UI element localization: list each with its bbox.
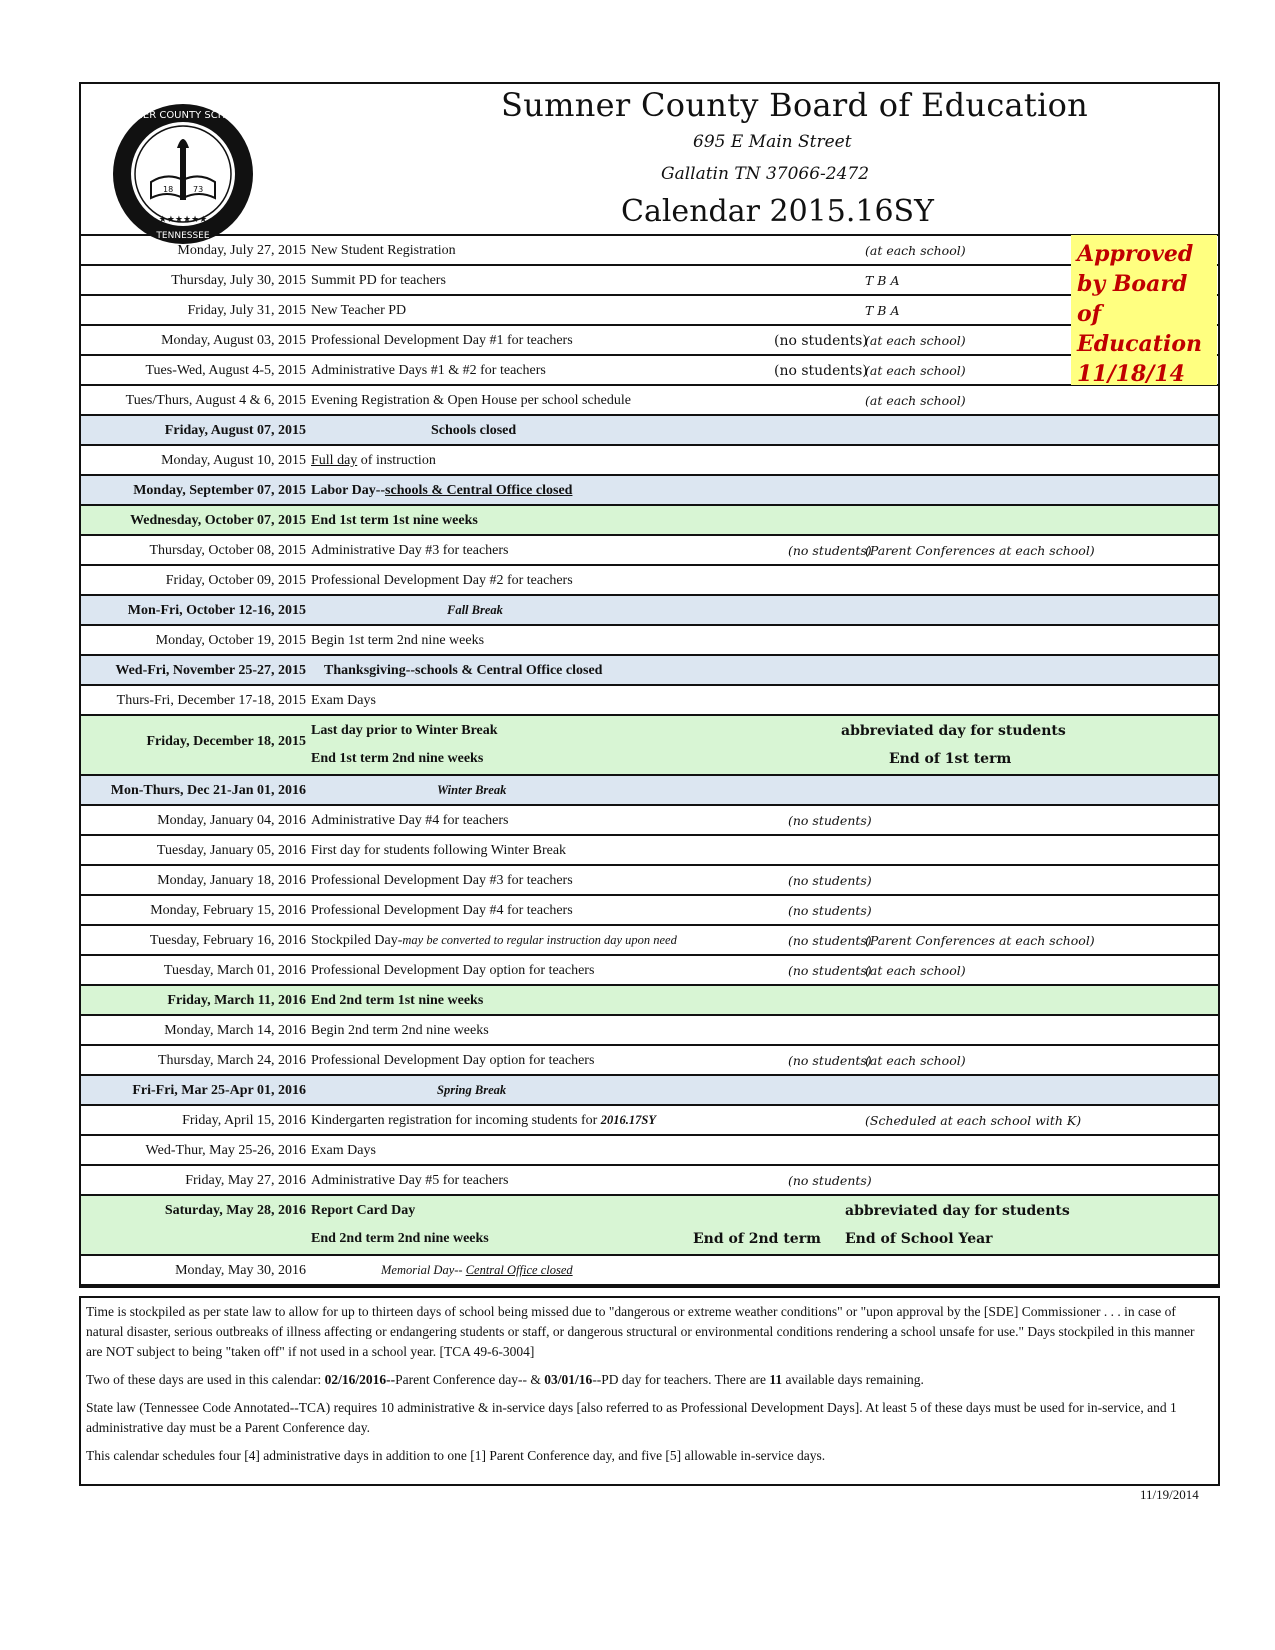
row-date: Tuesday, January 05, 2016 bbox=[156, 843, 306, 858]
calendar-row bbox=[81, 566, 1218, 596]
svg-text:73: 73 bbox=[193, 185, 204, 194]
row-desc: Evening Registration & Open House per school schedule bbox=[311, 393, 631, 408]
row-desc: Administrative Day #4 for teachers bbox=[311, 813, 509, 828]
row-desc: Exam Days bbox=[311, 1143, 376, 1158]
school-seal-logo bbox=[111, 102, 255, 246]
calendar-row bbox=[81, 296, 1218, 326]
row-note: abbreviated day for students bbox=[845, 1203, 1070, 1219]
row-note: (Parent Conferences at each school) bbox=[865, 933, 1095, 948]
state-law-note: State law (Tennessee Code Annotated--TCA) requires 10 administrative & in-service days [also referred to as Professional Development Days]. At least 5 of these days must be used for in-service, and 1 administrative day must be a Parent Conference day. bbox=[86, 1400, 1177, 1435]
row-date: Monday, January 04, 2016 bbox=[157, 813, 306, 828]
calendar-row bbox=[81, 506, 1218, 536]
row-desc: Spring Break bbox=[437, 1083, 507, 1097]
row-date: Monday, January 18, 2016 bbox=[157, 873, 306, 888]
calendar-row bbox=[81, 356, 1218, 386]
calendar-row bbox=[81, 446, 1218, 476]
row-desc: End 2nd term 1st nine weeks bbox=[311, 993, 484, 1008]
row-desc: Thanksgiving--schools & Central Office closed bbox=[324, 663, 603, 678]
calendar-row bbox=[81, 1136, 1218, 1166]
calendar-row bbox=[81, 866, 1218, 896]
row-date: Friday, May 27, 2016 bbox=[185, 1173, 306, 1188]
svg-text:★★★★★★: ★★★★★★ bbox=[158, 215, 208, 225]
calendar-frame bbox=[79, 82, 1220, 1288]
calendar-row bbox=[81, 476, 1218, 506]
row-desc: Administrative Day #3 for teachers bbox=[311, 543, 509, 558]
calendar-row bbox=[81, 1016, 1218, 1046]
row-date: Monday, August 03, 2015 bbox=[161, 333, 306, 348]
calendar-row bbox=[81, 836, 1218, 866]
row-desc: Full day of instruction bbox=[311, 453, 436, 468]
row-date: Saturday, May 28, 2016 bbox=[164, 1203, 306, 1218]
calendar-row bbox=[81, 1046, 1218, 1076]
row-mid2: End of 2nd term bbox=[693, 1231, 821, 1247]
row-date: Monday, May 30, 2016 bbox=[175, 1263, 306, 1278]
row-date: Wednesday, October 07, 2015 bbox=[130, 513, 306, 528]
calendar-rows bbox=[81, 236, 1218, 1286]
row-desc: New Teacher PD bbox=[311, 303, 407, 318]
calendar-row bbox=[81, 776, 1218, 806]
row-date: Monday, February 15, 2016 bbox=[150, 903, 306, 918]
row-desc: End 1st term 1st nine weeks bbox=[311, 513, 478, 528]
calendar-row bbox=[81, 266, 1218, 296]
calendar-row bbox=[81, 686, 1218, 716]
board-title: Sumner County Board of Education bbox=[501, 86, 1089, 124]
row-date: Friday, October 09, 2015 bbox=[165, 573, 306, 588]
row-nostu: (no students) bbox=[774, 333, 868, 349]
row-date: Mon-Thurs, Dec 21-Jan 01, 2016 bbox=[110, 783, 306, 798]
calendar-row bbox=[81, 896, 1218, 926]
row-date: Thursday, March 24, 2016 bbox=[157, 1053, 306, 1068]
row-desc: Professional Development Day option for teachers bbox=[311, 1053, 595, 1068]
calendar-row bbox=[81, 326, 1218, 356]
row-date: Friday, August 07, 2015 bbox=[164, 423, 306, 438]
row-date: Thurs-Fri, December 17-18, 2015 bbox=[116, 693, 306, 708]
footer-notes bbox=[79, 1296, 1220, 1486]
row-desc2: End 1st term 2nd nine weeks bbox=[311, 751, 484, 766]
row-note: (at each school) bbox=[865, 333, 966, 348]
row-date: Tuesday, February 16, 2016 bbox=[149, 933, 306, 948]
row-date: Monday, October 19, 2015 bbox=[155, 633, 306, 648]
row-date: Friday, March 11, 2016 bbox=[167, 993, 306, 1008]
calendar-row bbox=[81, 416, 1218, 446]
header bbox=[81, 84, 1218, 241]
row-date: Fri-Fri, Mar 25-Apr 01, 2016 bbox=[132, 1083, 306, 1098]
address-line-2: Gallatin TN 37066-2472 bbox=[661, 164, 870, 184]
days-used-note: Two of these days are used in this calendar: 02/16/2016--Parent Conference day-- & 03/01/16--PD day for teachers. There are 11 available days remaining. bbox=[86, 1372, 924, 1387]
row-date: Monday, March 14, 2016 bbox=[164, 1023, 306, 1038]
row-desc: Report Card Day bbox=[311, 1203, 416, 1218]
row-desc: Professional Development Day #1 for teachers bbox=[311, 333, 573, 348]
row-desc: Exam Days bbox=[311, 693, 376, 708]
svg-text:SUMNER COUNTY SCHOOLS: SUMNER COUNTY SCHOOLS bbox=[113, 110, 253, 121]
calendar-row bbox=[81, 716, 1218, 776]
row-date: Mon-Fri, October 12-16, 2015 bbox=[127, 603, 306, 618]
row-desc: Schools closed bbox=[431, 423, 517, 438]
row-nostu: (no students) bbox=[788, 873, 872, 888]
row-nostu: (no students) bbox=[788, 903, 872, 918]
row-date: Tuesday, March 01, 2016 bbox=[163, 963, 306, 978]
row-desc: Stockpiled Day-may be converted to regular instruction day upon need bbox=[311, 933, 677, 948]
row-date: Monday, August 10, 2015 bbox=[161, 453, 306, 468]
row-desc: Professional Development Day #2 for teachers bbox=[311, 573, 573, 588]
row-desc: Last day prior to Winter Break bbox=[311, 723, 498, 738]
row-date: Friday, April 15, 2016 bbox=[182, 1113, 306, 1128]
calendar-row bbox=[81, 1196, 1218, 1256]
calendar-row bbox=[81, 626, 1218, 656]
row-desc: Fall Break bbox=[447, 603, 503, 617]
svg-text:TENNESSEE: TENNESSEE bbox=[156, 231, 210, 241]
row-desc: Professional Development Day #4 for teachers bbox=[311, 903, 573, 918]
schedule-note: This calendar schedules four [4] administrative days in addition to one [1] Parent Conference day, and five [5] allowable in-service days. bbox=[86, 1448, 826, 1463]
approved-stamp: Approved by Board of Education 11/18/14 bbox=[1071, 235, 1217, 385]
row-nostu: (no students) bbox=[788, 543, 872, 558]
row-desc: Professional Development Day #3 for teachers bbox=[311, 873, 573, 888]
row-note2: End of School Year bbox=[845, 1231, 993, 1247]
row-date: Tues-Wed, August 4-5, 2015 bbox=[145, 363, 306, 378]
calendar-row bbox=[81, 956, 1218, 986]
row-date: Thursday, July 30, 2015 bbox=[171, 273, 306, 288]
row-date: Monday, July 27, 2015 bbox=[177, 243, 306, 258]
row-note2: End of 1st term bbox=[889, 751, 1012, 767]
row-desc: Begin 2nd term 2nd nine weeks bbox=[311, 1023, 489, 1038]
row-date: Wed-Fri, November 25-27, 2015 bbox=[115, 663, 306, 678]
row-desc: Winter Break bbox=[437, 783, 507, 797]
row-date: Friday, July 31, 2015 bbox=[187, 303, 306, 318]
row-date: Tues/Thurs, August 4 & 6, 2015 bbox=[125, 393, 306, 408]
row-desc: Summit PD for teachers bbox=[311, 273, 446, 288]
row-note: (at each school) bbox=[865, 1053, 966, 1068]
calendar-row bbox=[81, 926, 1218, 956]
row-nostu: (no students) bbox=[788, 963, 872, 978]
row-nostu: (no students) bbox=[788, 1053, 872, 1068]
calendar-row bbox=[81, 536, 1218, 566]
row-note: T B A bbox=[865, 273, 900, 288]
calendar-row bbox=[81, 1076, 1218, 1106]
row-desc: Begin 1st term 2nd nine weeks bbox=[311, 633, 485, 648]
row-desc: Memorial Day-- Central Office closed bbox=[381, 1263, 573, 1277]
row-date: Wed-Thur, May 25-26, 2016 bbox=[145, 1143, 306, 1158]
row-desc: New Student Registration bbox=[311, 243, 456, 258]
row-desc: Labor Day--schools & Central Office closed bbox=[311, 483, 573, 498]
calendar-row bbox=[81, 1166, 1218, 1196]
row-note: T B A bbox=[865, 303, 900, 318]
row-desc: Professional Development Day option for teachers bbox=[311, 963, 595, 978]
calendar-row bbox=[81, 1106, 1218, 1136]
row-desc: Kindergarten registration for incoming students for 2016.17SY bbox=[311, 1113, 657, 1128]
svg-text:18: 18 bbox=[163, 185, 174, 194]
row-note: (Scheduled at each school with K) bbox=[865, 1113, 1082, 1128]
row-date: Monday, September 07, 2015 bbox=[133, 483, 306, 498]
row-nostu: (no students) bbox=[788, 1173, 872, 1188]
row-nostu: (no students) bbox=[788, 813, 872, 828]
calendar-row bbox=[81, 386, 1218, 416]
row-note: (at each school) bbox=[865, 963, 966, 978]
row-desc: First day for students following Winter Break bbox=[311, 843, 567, 858]
row-desc2: End 2nd term 2nd nine weeks bbox=[311, 1231, 489, 1246]
row-note: (at each school) bbox=[865, 393, 966, 408]
row-desc: Administrative Days #1 & #2 for teachers bbox=[311, 363, 546, 378]
row-date: Friday, December 18, 2015 bbox=[146, 734, 306, 749]
calendar-row bbox=[81, 1256, 1218, 1286]
calendar-row bbox=[81, 236, 1218, 266]
calendar-row bbox=[81, 596, 1218, 626]
stockpile-note: Time is stockpiled as per state law to allow for up to thirteen days of school being missed due to "dangerous or extreme weather conditions" or "upon approval by the [SDE] Commissioner . . . in case of natural disaster, serious outbreaks of illness affecting or endangering students or staff, or dangerous structural or environmental conditions rendering a school unsafe for use." Days stockpiled in this manner are NOT subject to being "taken off" if not used in a school year. [TCA 49-6-3004] bbox=[86, 1304, 1195, 1359]
calendar-row bbox=[81, 656, 1218, 686]
row-nostu: (no students) bbox=[788, 933, 872, 948]
row-note: (at each school) bbox=[865, 243, 966, 258]
calendar-row bbox=[81, 986, 1218, 1016]
row-note: (at each school) bbox=[865, 363, 966, 378]
row-date: Thursday, October 08, 2015 bbox=[149, 543, 306, 558]
date-stamp: 11/19/2014 bbox=[1140, 1487, 1199, 1502]
calendar-title: Calendar 2015.16SY bbox=[621, 194, 934, 229]
row-nostu: (no students) bbox=[774, 363, 868, 379]
calendar-row bbox=[81, 806, 1218, 836]
row-desc: Administrative Day #5 for teachers bbox=[311, 1173, 509, 1188]
address-line-1: 695 E Main Street bbox=[693, 132, 852, 152]
row-note: abbreviated day for students bbox=[841, 723, 1066, 739]
row-note: (Parent Conferences at each school) bbox=[865, 543, 1095, 558]
